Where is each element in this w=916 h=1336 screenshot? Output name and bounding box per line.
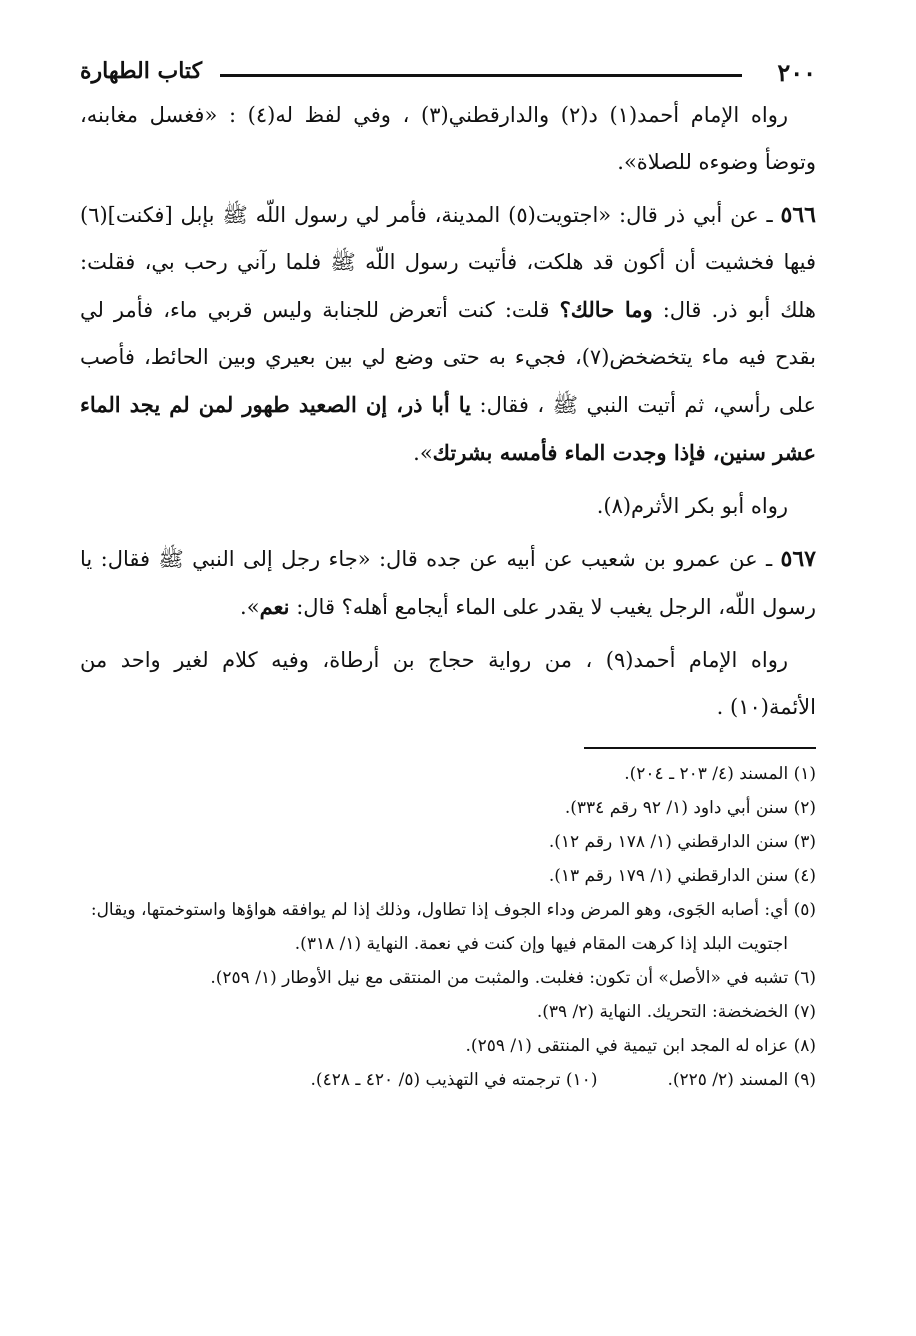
footnote-3: (٣) سنن الدارقطني (١/ ١٧٨ رقم ١٢).	[548, 832, 816, 852]
hadith-bold-text: نعم	[259, 594, 290, 619]
hadith-number: ٥٦٦	[780, 202, 816, 228]
footnote-row-last	[80, 1063, 816, 1097]
book-page	[80, 52, 816, 1097]
footnote-2: (٢) سنن أبي داود (١/ ٩٢ رقم ٣٣٤).	[564, 798, 816, 818]
footnote-4: (٤) سنن الدارقطني (١/ ١٧٩ رقم ١٣).	[548, 866, 816, 886]
footnote-separator	[584, 747, 816, 749]
hadith-bold-text: وما حالك؟	[559, 297, 653, 322]
footnote-9: (٩) المسند (٢/ ٢٢٥).	[667, 1070, 816, 1090]
footnote-5: (٥) أي: أصابه الجَوى، وهو المرض وداء الجوف إذا تطاول، وذلك إذا لم يوافقه هواؤها واستوخمتها، ويقال: اجتويت البلد إذا كرهت المقام فيها وإن كنت في نعمة. النهاية (١/ ٣١٨).	[90, 900, 816, 954]
hadith-text: ـ عن أبي ذر قال: «اجتويت(٥) المدينة، فأمر لي رسول اللّه ﷺ بإبل [فكنت](٦) فيها فخشيت أن أكون قد هلكت، فأتيت رسول اللّه ﷺ فلما رآني رحب بي، فقلت: هلك أبو ذر. قال:	[80, 203, 816, 322]
hadith-566	[80, 192, 816, 477]
page-number: ٢٠٠	[777, 58, 816, 87]
header-rule	[220, 74, 742, 77]
footnotes	[80, 757, 816, 1097]
page-header	[80, 52, 816, 92]
footnote-6: (٦) تشبه في «الأصل» أن تكون: فغلبت. والمثبت من المنتقى مع نيل الأوطار (١/ ٢٥٩).	[210, 968, 816, 988]
footnote-1: (١) المسند (٤/ ٢٠٣ ـ ٢٠٤).	[624, 764, 816, 784]
hadith-number: ٥٦٧	[780, 546, 816, 572]
running-title: كتاب الطهارة	[80, 58, 203, 84]
hadith-bold-text: يا أبا ذر، إن الصعيد طهور لمن لم يجد الماء عشر سنين، فإذا وجدت الماء فأمسه بشرتك	[80, 392, 816, 465]
hadith-567	[80, 536, 816, 631]
hadith-text: قلت: كنت أتعرض للجنابة وليس قربي ماء، فأمر لي بقدح فيه ماء يتخضخض(٧)، فجيء به حتى وضع لي بين بعيري وبين الحائط، فأصب على رأسي، ثم أتيت النبي ﷺ ، فقال:	[80, 298, 817, 417]
hadith-text: ـ عن عمرو بن شعيب عن أبيه عن جده قال: «جاء رجل إلى النبي ﷺ فقال: يا رسول اللّه، الرجل يغيب لا يقدر على الماء أيجامع أهله؟ قال:	[80, 547, 816, 619]
paragraph-source-1: رواه الإمام أحمد(١) د(٢) والدارقطني(٣) ، وفي لفظ له(٤) : «فغسل مغابنه، وتوضأ وضوءه للصلاة».	[80, 103, 816, 174]
footnote-8: (٨) عزاه له المجد ابن تيمية في المنتقى (١/ ٢٥٩).	[465, 1036, 816, 1056]
hadith-text: ».	[413, 441, 433, 465]
paragraph-source-566: رواه أبو بكر الأثرم(٨).	[596, 494, 788, 518]
footnote-10: (١٠) ترجمته في التهذيب (٥/ ٤٢٠ ـ ٤٢٨).	[310, 1070, 598, 1090]
paragraph-source-567: رواه الإمام أحمد(٩) ، من رواية حجاج بن أرطاة، وفيه كلام لغير واحد من الأئمة(١٠) .	[80, 648, 816, 719]
hadith-text: ».	[240, 595, 260, 619]
footnote-7: (٧) الخضخضة: التحريك. النهاية (٢/ ٣٩).	[536, 1002, 816, 1022]
